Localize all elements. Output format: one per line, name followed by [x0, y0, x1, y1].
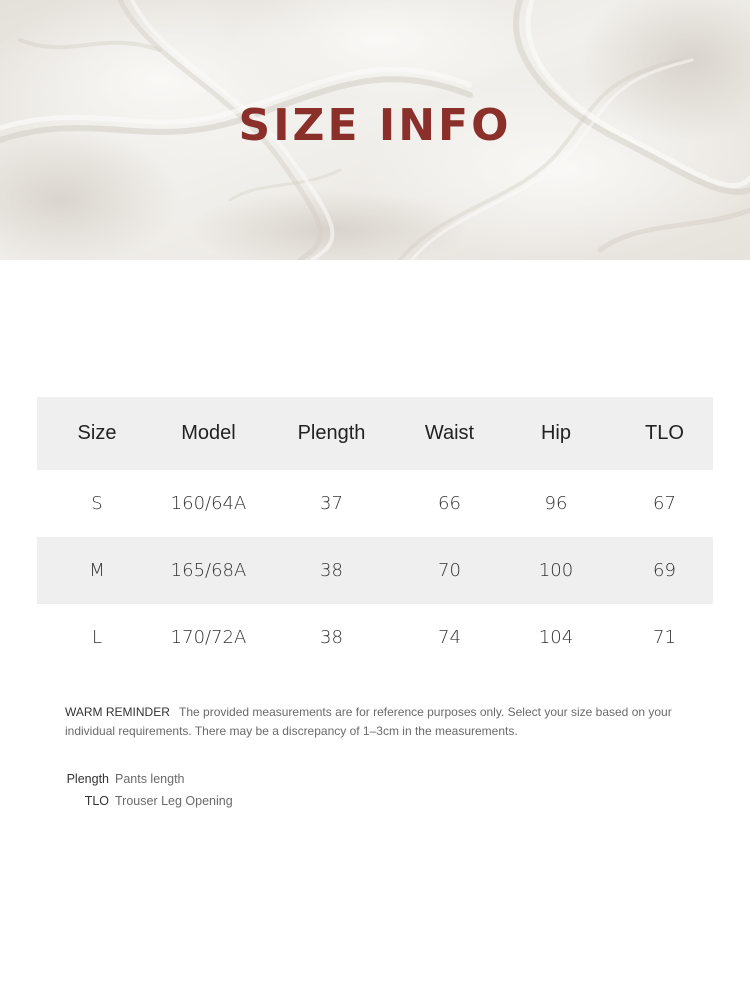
column-header-tlo: TLO — [616, 397, 713, 470]
page-title: SIZE INFO — [238, 100, 512, 151]
cell-size: S — [91, 493, 103, 514]
cell-hip: 104 — [538, 627, 574, 648]
abbreviation-legend — [65, 768, 233, 812]
warm-reminder-heading: WARM REMINDER — [65, 705, 170, 719]
legend-value-tlo: Trouser Leg Opening — [115, 794, 233, 808]
table-row — [37, 470, 713, 537]
cell-waist: 70 — [403, 537, 496, 604]
legend-key-plength: Plength — [66, 772, 109, 786]
cell-model: 165/68A — [157, 537, 260, 604]
column-header-plength: Plength — [260, 397, 403, 470]
cell-hip: 100 — [496, 537, 616, 604]
cell-size: M — [37, 537, 157, 604]
cell-waist: 74 — [438, 627, 461, 648]
cell-hip: 96 — [544, 493, 568, 514]
legend-item — [65, 768, 233, 790]
cell-plength: 38 — [260, 537, 403, 604]
cell-model: 160/64A — [170, 493, 247, 514]
legend-item — [65, 790, 233, 812]
table-header-row — [37, 397, 713, 470]
fabric-banner — [0, 0, 750, 260]
cell-tlo: 71 — [653, 627, 676, 648]
column-header-size: Size — [37, 397, 157, 470]
table-row — [37, 604, 713, 671]
column-header-waist: Waist — [403, 397, 496, 470]
cell-plength: 37 — [320, 493, 343, 514]
legend-value-plength: Pants length — [115, 772, 185, 786]
table-row — [37, 537, 713, 604]
cell-waist: 66 — [438, 493, 461, 514]
cell-size: L — [91, 627, 103, 648]
cell-plength: 38 — [320, 627, 343, 648]
warm-reminder-text: The provided measurements are for reference purposes only. Select your size based on your individual requirements. There may be a discrepancy of 1–3cm in the measurements. — [65, 705, 672, 738]
column-header-model: Model — [157, 397, 260, 470]
size-chart-table — [37, 397, 713, 671]
cell-tlo: 67 — [653, 493, 676, 514]
legend-key-tlo: TLO — [84, 794, 109, 808]
warm-reminder — [65, 703, 695, 741]
column-header-hip: Hip — [496, 397, 616, 470]
cell-model: 170/72A — [170, 627, 247, 648]
cell-tlo: 69 — [616, 537, 713, 604]
